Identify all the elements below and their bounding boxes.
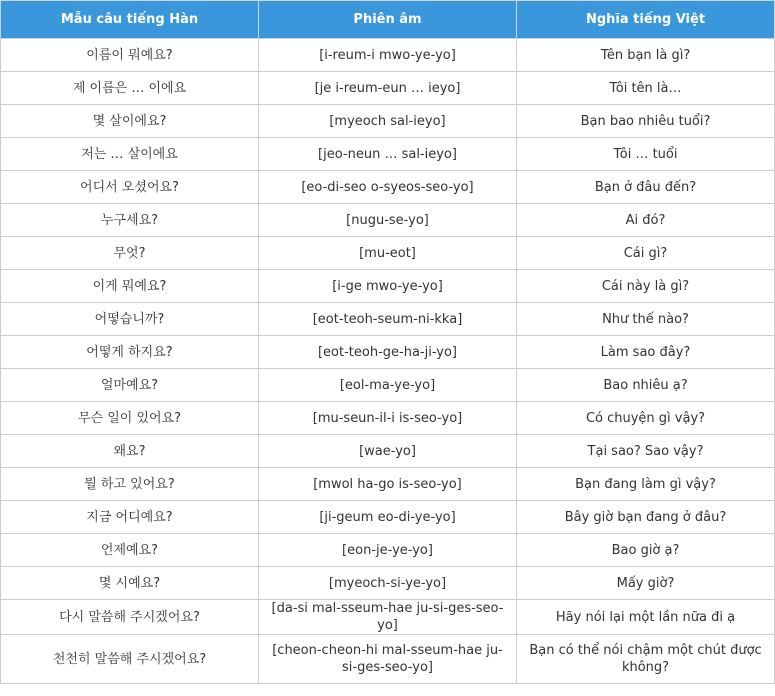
table-row [1, 501, 775, 534]
table-row [1, 369, 775, 402]
table-body [1, 39, 775, 684]
korean-phrase-cell: 왜요? [1, 435, 259, 468]
pronunciation-cell: [jeo-neun … sal-ieyo] [259, 138, 517, 171]
table-row [1, 270, 775, 303]
table-row [1, 72, 775, 105]
meaning-cell: Cái gì? [517, 237, 775, 270]
korean-phrase-cell: 누구세요? [1, 204, 259, 237]
meaning-cell: Tên bạn là gì? [517, 39, 775, 72]
table-header [1, 1, 775, 39]
meaning-cell: Bạn đang làm gì vậy? [517, 468, 775, 501]
meaning-cell: Có chuyện gì vậy? [517, 402, 775, 435]
pronunciation-cell: [eon-je-ye-yo] [259, 534, 517, 567]
meaning-cell: Cái này là gì? [517, 270, 775, 303]
table-row [1, 468, 775, 501]
korean-phrase-cell: 천천히 말씀해 주시겠어요? [1, 635, 259, 684]
meaning-cell: Ai đó? [517, 204, 775, 237]
meaning-cell: Bạn ở đâu đến? [517, 171, 775, 204]
korean-phrase-cell: 뭘 하고 있어요? [1, 468, 259, 501]
korean-phrase-cell: 어떻습니까? [1, 303, 259, 336]
table-row [1, 105, 775, 138]
korean-phrase-cell: 몇 살이에요? [1, 105, 259, 138]
korean-phrase-cell: 지금 어디예요? [1, 501, 259, 534]
korean-phrase-cell: 저는 … 살이에요 [1, 138, 259, 171]
pronunciation-cell: [i-ge mwo-ye-yo] [259, 270, 517, 303]
header-korean-phrase: Mẫu câu tiếng Hàn [1, 1, 259, 39]
pronunciation-cell: [cheon-cheon-hi mal-sseum-hae ju-si-ges-seo-yo] [259, 635, 517, 684]
header-vietnamese-meaning: Nghĩa tiếng Việt [517, 1, 775, 39]
pronunciation-cell: [eot-teoh-seum-ni-kka] [259, 303, 517, 336]
pronunciation-cell: [eot-teoh-ge-ha-ji-yo] [259, 336, 517, 369]
korean-phrase-cell: 어떻게 하지요? [1, 336, 259, 369]
table-row [1, 171, 775, 204]
table-row [1, 402, 775, 435]
pronunciation-cell: [ji-geum eo-di-ye-yo] [259, 501, 517, 534]
table-row [1, 336, 775, 369]
meaning-cell: Tôi tên là… [517, 72, 775, 105]
table-row [1, 635, 775, 684]
table-row [1, 237, 775, 270]
header-row [1, 1, 775, 39]
pronunciation-cell: [nugu-se-yo] [259, 204, 517, 237]
korean-phrase-cell: 몇 시예요? [1, 567, 259, 600]
table-row [1, 534, 775, 567]
pronunciation-cell: [je i-reum-eun … ieyo] [259, 72, 517, 105]
pronunciation-cell: [da-si mal-sseum-hae ju-si-ges-seo-yo] [259, 600, 517, 635]
table-row [1, 435, 775, 468]
meaning-cell: Hãy nói lại một lần nữa đi ạ [517, 600, 775, 635]
meaning-cell: Bạn bao nhiêu tuổi? [517, 105, 775, 138]
meaning-cell: Bạn có thể nói chậm một chút được không? [517, 635, 775, 684]
pronunciation-cell: [mu-seun-il-i is-seo-yo] [259, 402, 517, 435]
meaning-cell: Làm sao đây? [517, 336, 775, 369]
korean-phrase-cell: 어디서 오셨어요? [1, 171, 259, 204]
table-row [1, 39, 775, 72]
pronunciation-cell: [eo-di-seo o-syeos-seo-yo] [259, 171, 517, 204]
pronunciation-cell: [i-reum-i mwo-ye-yo] [259, 39, 517, 72]
korean-phrase-cell: 무슨 일이 있어요? [1, 402, 259, 435]
pronunciation-cell: [myeoch sal-ieyo] [259, 105, 517, 138]
meaning-cell: Bao nhiêu ạ? [517, 369, 775, 402]
pronunciation-cell: [wae-yo] [259, 435, 517, 468]
meaning-cell: Như thế nào? [517, 303, 775, 336]
meaning-cell: Tại sao? Sao vậy? [517, 435, 775, 468]
korean-phrase-cell: 무엇? [1, 237, 259, 270]
meaning-cell: Tôi … tuổi [517, 138, 775, 171]
pronunciation-cell: [mu-eot] [259, 237, 517, 270]
meaning-cell: Mấy giờ? [517, 567, 775, 600]
table-row [1, 303, 775, 336]
pronunciation-cell: [mwol ha-go is-seo-yo] [259, 468, 517, 501]
table-row [1, 204, 775, 237]
pronunciation-cell: [eol-ma-ye-yo] [259, 369, 517, 402]
table-row [1, 600, 775, 635]
korean-phrase-cell: 다시 말씀해 주시겠어요? [1, 600, 259, 635]
pronunciation-cell: [myeoch-si-ye-yo] [259, 567, 517, 600]
korean-phrase-cell: 제 이름은 … 이에요 [1, 72, 259, 105]
korean-phrase-cell: 이름이 뭐예요? [1, 39, 259, 72]
korean-phrase-cell: 언제예요? [1, 534, 259, 567]
meaning-cell: Bây giờ bạn đang ở đâu? [517, 501, 775, 534]
header-pronunciation: Phiên âm [259, 1, 517, 39]
table-row [1, 138, 775, 171]
korean-phrase-cell: 이게 뭐예요? [1, 270, 259, 303]
meaning-cell: Bao giờ ạ? [517, 534, 775, 567]
korean-phrase-cell: 얼마예요? [1, 369, 259, 402]
table-row [1, 567, 775, 600]
